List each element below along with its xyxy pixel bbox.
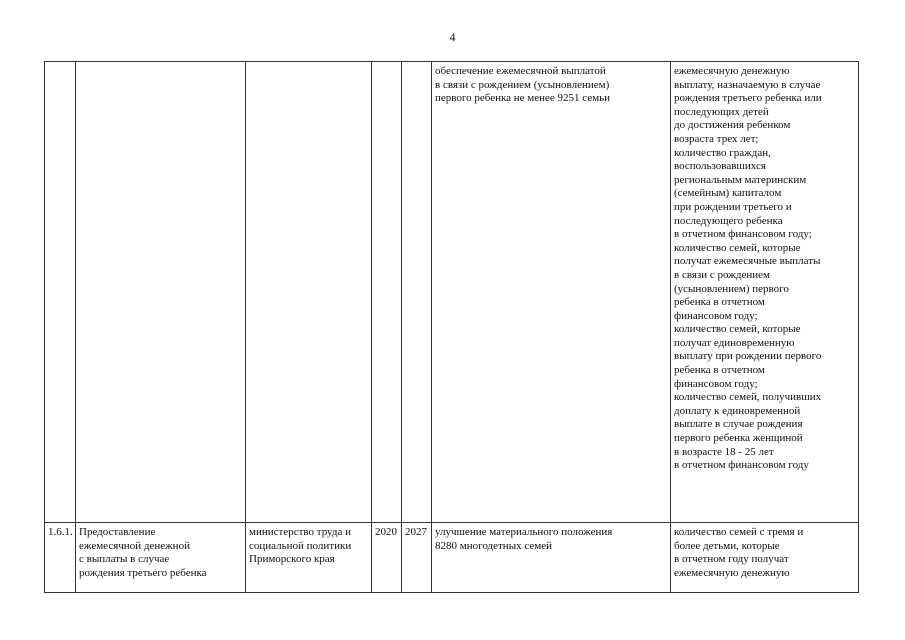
cell-activity-name: Предоставление ежемесячной денежной с выплаты в случае рождения третьего ребенка [76,523,246,593]
cell-expected-result: улучшение материального положения 8280 многодетных семей [432,523,671,593]
table-row [45,523,859,593]
cell-year-start: 2020 [372,523,402,593]
cell-indicators: количество семей с тремя и более детьми, которые в отчетном году получат ежемесячную денежную [671,523,859,593]
cell-year-end: 2027 [402,523,432,593]
cell-responsible: министерство труда и социальной политики Приморского края [246,523,372,593]
table-row [45,62,859,523]
cell-indicators: ежемесячную денежную выплату, назначаемую в случае рождения третьего ребенка или последующих детей до достижения ребенком возраста трех лет; количество граждан, воспользовавшихся региональным материнским (семейным) капиталом при рождении третьего и последующего ребенка в отчетном финансовом году; количество семей, которые получат ежемесячные выплаты в связи с рождением (усыновлением) первого ребенка в отчетном финансовом году; количество семей, которые получат единовременную выплату при рождении первого ребенка в отчетном финансовом году; количество семей, получивших доплату к единовременной выплате в случае рождения первого ребенка женщиной в возрасте 18 - 25 лет в отчетном финансовом году [671,62,859,523]
cell-activity-name [76,62,246,523]
cell-responsible [246,62,372,523]
cell-expected-result: обеспечение ежемесячной выплатой в связи с рождением (усыновлением) первого ребенка не менее 9251 семьи [432,62,671,523]
cell-number [45,62,76,523]
cell-year-start [372,62,402,523]
program-table [44,61,859,593]
page-number: 4 [449,30,456,44]
cell-number: 1.6.1. [45,523,76,593]
cell-year-end [402,62,432,523]
